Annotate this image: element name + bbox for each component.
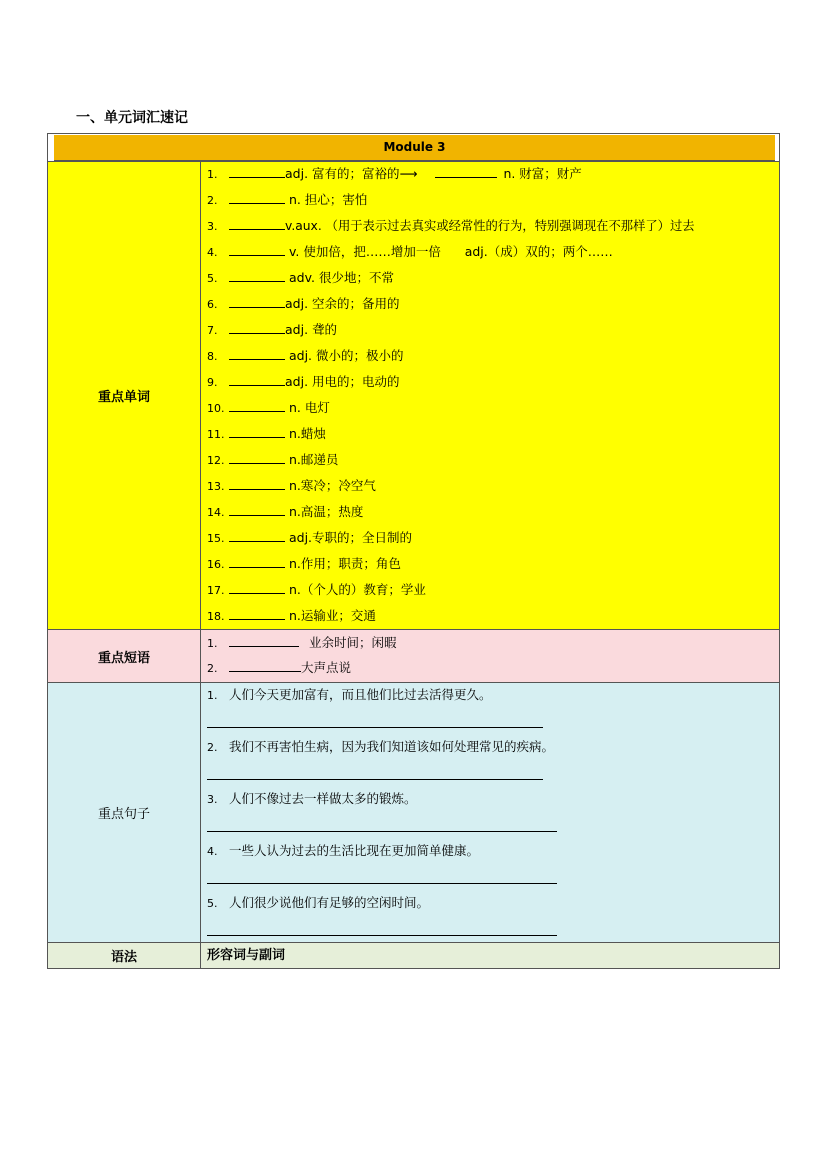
item-number: 3.: [207, 220, 218, 233]
item-number: 9.: [207, 376, 218, 389]
answer-blank[interactable]: [229, 165, 285, 178]
answer-blank[interactable]: [229, 243, 285, 256]
item-number: 16.: [207, 558, 225, 571]
item-number: 18.: [207, 610, 225, 623]
item-number: 12.: [207, 454, 225, 467]
item-number: 2.: [207, 741, 218, 754]
phrase-item: [207, 658, 351, 678]
sentences-label: 重点句子: [48, 683, 201, 942]
answer-blank[interactable]: [229, 217, 285, 230]
phrases-label: 重点短语: [48, 630, 201, 682]
word-item: [207, 164, 582, 184]
answer-blank[interactable]: [229, 373, 285, 386]
phrases-list: [201, 630, 779, 682]
word-definition: adj. 空余的；备用的: [285, 296, 400, 311]
sentence-item: [207, 789, 417, 809]
word-item: [207, 580, 426, 600]
sentence-prompt: 我们不再害怕生病，因为我们知道该如何处理常见的疾病。: [229, 739, 555, 754]
item-number: 10.: [207, 402, 225, 415]
item-number: 6.: [207, 298, 218, 311]
sentences-list: [201, 683, 779, 942]
word-item: [207, 216, 695, 236]
word-item: [207, 450, 338, 470]
sentence-item: [207, 841, 479, 861]
word-item: [207, 554, 401, 574]
word-definition: adj.专职的；全日制的: [288, 530, 413, 545]
grammar-content: [201, 943, 779, 968]
word-definition: adj. 微小的；极小的: [288, 348, 404, 363]
grammar-row: [48, 942, 779, 968]
words-label: 重点单词: [48, 162, 201, 629]
word-item: [207, 346, 404, 366]
item-number: 1.: [207, 168, 218, 181]
item-number: 14.: [207, 506, 225, 519]
sentence-prompt: 人们很少说他们有足够的空闲时间。: [229, 895, 430, 910]
answer-line[interactable]: [207, 935, 557, 936]
answer-blank[interactable]: [229, 425, 285, 438]
word-definition: n.作用；职责；角色: [288, 556, 401, 571]
word-definition: n.寒冷；冷空气: [288, 478, 376, 493]
word-item: [207, 606, 376, 626]
item-number: 2.: [207, 194, 218, 207]
answer-blank[interactable]: [229, 477, 285, 490]
answer-blank[interactable]: [229, 399, 285, 412]
phrase-item: [207, 633, 397, 653]
item-number: 1.: [207, 689, 218, 702]
answer-blank[interactable]: [229, 451, 285, 464]
word-definition: n.蜡烛: [288, 426, 326, 441]
item-number: 15.: [207, 532, 225, 545]
word-item: [207, 320, 337, 340]
item-number: 4.: [207, 246, 218, 259]
sentences-row: [48, 682, 779, 942]
grammar-label: 语法: [48, 943, 201, 968]
sentence-item: [207, 685, 492, 705]
answer-blank[interactable]: [229, 581, 285, 594]
item-number: 7.: [207, 324, 218, 337]
sentence-item: [207, 893, 429, 913]
word-definition: adj. 富有的；富裕的⟶: [285, 166, 418, 181]
answer-blank[interactable]: [229, 269, 285, 282]
word-definition: adj. 用电的；电动的: [285, 374, 400, 389]
word-definition: v.aux. （用于表示过去真实或经常性的行为，特别强调现在不那样了）过去: [285, 219, 695, 233]
answer-blank[interactable]: [229, 555, 285, 568]
sentence-prompt: 人们不像过去一样做太多的锻炼。: [229, 791, 417, 806]
phrases-row: [48, 629, 779, 682]
words-row: [48, 161, 779, 629]
sentence-prompt: 一些人认为过去的生活比现在更加简单健康。: [229, 843, 480, 858]
sentence-item: [207, 737, 554, 757]
word-item: [207, 476, 376, 496]
phrase-definition: 大声点说: [301, 660, 352, 675]
item-number: 17.: [207, 584, 225, 597]
item-number: 4.: [207, 845, 218, 858]
word-definition: adv. 很少地；不常: [288, 270, 394, 285]
word-definition: n.邮递员: [288, 452, 339, 467]
word-item: [207, 242, 613, 262]
word-definition: n.运输业；交通: [288, 608, 376, 623]
word-item: [207, 502, 363, 522]
answer-blank[interactable]: [229, 321, 285, 334]
answer-line[interactable]: [207, 831, 557, 832]
word-item: [207, 190, 367, 210]
word-item: [207, 398, 330, 418]
answer-line[interactable]: [207, 779, 543, 780]
item-number: 5.: [207, 272, 218, 285]
word-definition: adj. 聋的: [285, 322, 338, 337]
section-heading: 一、单元词汇速记: [76, 110, 188, 126]
word-definition: v. 使加倍，把……增加一倍 adj.（成）双的；两个……: [288, 244, 613, 259]
answer-blank[interactable]: [435, 165, 497, 178]
grammar-topic: 形容词与副词: [207, 948, 286, 963]
module-title: Module 3: [54, 135, 775, 161]
phrase-definition: 业余时间；闲暇: [309, 635, 397, 650]
vocab-table: [47, 133, 780, 969]
item-number: 8.: [207, 350, 218, 363]
answer-blank[interactable]: [229, 634, 299, 647]
answer-blank[interactable]: [229, 607, 285, 620]
item-number: 3.: [207, 793, 218, 806]
word-definition: n.（个人的）教育；学业: [288, 582, 426, 597]
word-item: [207, 268, 394, 288]
answer-blank[interactable]: [229, 191, 285, 204]
answer-line[interactable]: [207, 883, 557, 884]
word-definition: n. 电灯: [288, 400, 330, 415]
item-number: 1.: [207, 637, 218, 650]
answer-blank[interactable]: [229, 295, 285, 308]
answer-blank[interactable]: [229, 347, 285, 360]
item-number: 2.: [207, 662, 218, 675]
sentence-prompt: 人们今天更加富有，而且他们比过去活得更久。: [229, 687, 492, 702]
item-number: 11.: [207, 428, 225, 441]
answer-line[interactable]: [207, 727, 543, 728]
item-number: 13.: [207, 480, 225, 493]
words-list: [201, 162, 779, 629]
answer-blank[interactable]: [229, 659, 301, 672]
answer-blank[interactable]: [229, 529, 285, 542]
word-item: [207, 528, 412, 548]
item-number: 5.: [207, 897, 218, 910]
word-item: [207, 294, 400, 314]
word-item: [207, 372, 400, 392]
word-item: [207, 424, 326, 444]
answer-blank[interactable]: [229, 503, 285, 516]
word-definition: n.高温；热度: [288, 504, 364, 519]
word-definition: n. 担心；害怕: [288, 192, 368, 207]
word-definition: n. 财富；财产: [503, 166, 582, 181]
